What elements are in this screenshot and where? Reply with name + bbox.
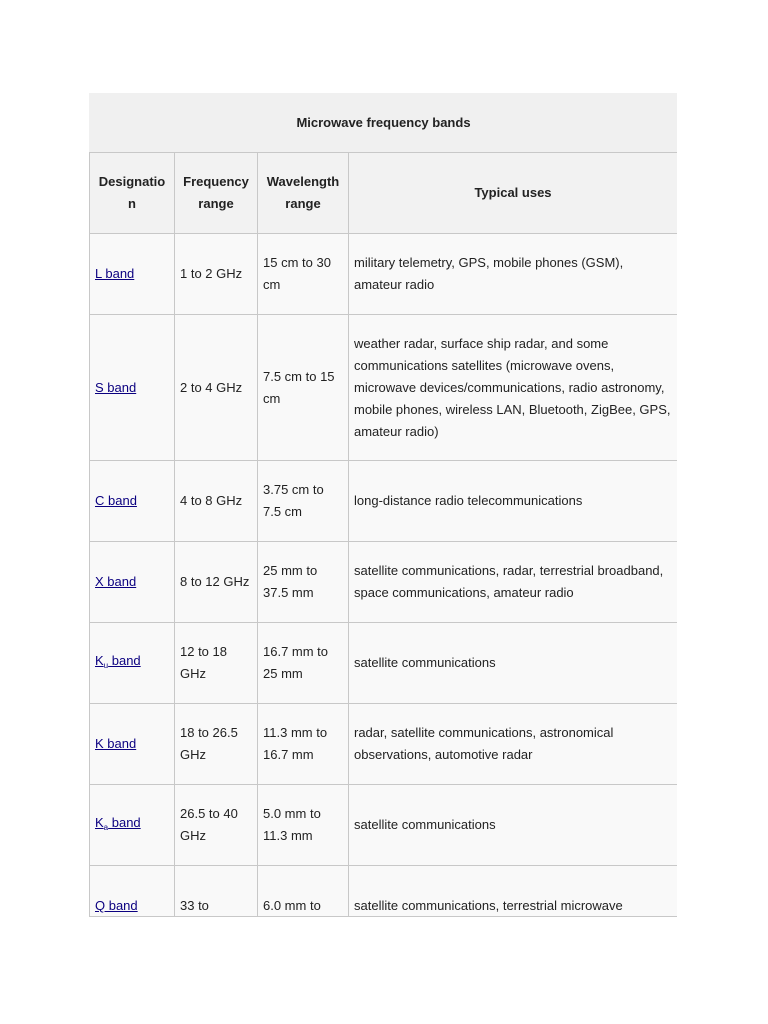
uses-cell: satellite communications — [349, 785, 678, 866]
uses-cell: military telemetry, GPS, mobile phones (GSM), amateur radio — [349, 234, 678, 315]
band-link-c[interactable]: C band — [95, 493, 137, 508]
designation-cell — [90, 866, 175, 918]
table-row — [90, 315, 678, 461]
wavelength-cell: 25 mm to 37.5 mm — [258, 542, 349, 623]
wavelength-cell: 7.5 cm to 15 cm — [258, 315, 349, 461]
wavelength-cell: 6.0 mm to — [258, 866, 349, 918]
wavelength-cell: 5.0 mm to 11.3 mm — [258, 785, 349, 866]
microwave-bands-table — [89, 93, 677, 917]
designation-cell — [90, 461, 175, 542]
band-subscript: a — [103, 822, 109, 832]
designation-cell — [90, 623, 175, 704]
designation-cell — [90, 785, 175, 866]
band-link-q[interactable]: Q band — [95, 898, 138, 913]
header-frequency: Frequency range — [175, 153, 258, 234]
frequency-cell: 1 to 2 GHz — [175, 234, 258, 315]
frequency-cell: 8 to 12 GHz — [175, 542, 258, 623]
table-row — [90, 866, 678, 918]
table-caption: Microwave frequency bands — [89, 93, 677, 152]
band-link-s[interactable]: S band — [95, 379, 137, 395]
header-designation: Designation — [90, 153, 175, 234]
band-link-l[interactable]: L band — [95, 266, 135, 281]
designation-cell — [90, 704, 175, 785]
band-prefix: K — [95, 652, 104, 668]
uses-cell: satellite communications, terrestrial microwave — [349, 866, 678, 918]
table-frame — [89, 93, 677, 917]
frequency-cell: 26.5 to 40 GHz — [175, 785, 258, 866]
uses-cell: satellite communications — [349, 623, 678, 704]
table-row — [90, 461, 678, 542]
band-link-k[interactable]: K band — [95, 736, 137, 751]
table-row — [90, 704, 678, 785]
header-wavelength: Wavelength range — [258, 153, 349, 234]
frequency-cell: 18 to 26.5 GHz — [175, 704, 258, 785]
uses-cell: weather radar, surface ship radar, and some communications satellites (microwave ovens, microwave devices/communications, radio astronomy, mobile phones, wireless LAN, Bluetooth, ZigBee, GPS, amateur radio) — [349, 315, 678, 461]
wavelength-cell: 3.75 cm to 7.5 cm — [258, 461, 349, 542]
band-suffix: band — [108, 814, 141, 830]
band-subscript: u — [103, 660, 109, 670]
table-row — [90, 785, 678, 866]
band-prefix: K — [95, 814, 104, 830]
designation-cell — [90, 234, 175, 315]
frequency-cell: 2 to 4 GHz — [175, 315, 258, 461]
uses-cell: long-distance radio telecommunications — [349, 461, 678, 542]
table-row — [90, 623, 678, 704]
table-row — [90, 234, 678, 315]
designation-cell — [90, 542, 175, 623]
uses-cell: satellite communications, radar, terrestrial broadband, space communications, amateur radio — [349, 542, 678, 623]
frequency-cell: 12 to 18 GHz — [175, 623, 258, 704]
frequency-cell: 33 to — [175, 866, 258, 918]
band-link-ku[interactable] — [95, 653, 141, 668]
uses-cell: radar, satellite communications, astronomical observations, automotive radar — [349, 704, 678, 785]
wavelength-cell: 16.7 mm to 25 mm — [258, 623, 349, 704]
band-link-ka[interactable] — [95, 815, 141, 830]
wavelength-cell: 11.3 mm to 16.7 mm — [258, 704, 349, 785]
band-suffix: band — [108, 652, 141, 668]
frequency-cell: 4 to 8 GHz — [175, 461, 258, 542]
wavelength-cell: 15 cm to 30 cm — [258, 234, 349, 315]
header-row — [90, 153, 678, 234]
header-uses: Typical uses — [349, 153, 678, 234]
designation-cell — [90, 315, 175, 461]
table-row — [90, 542, 678, 623]
band-link-x[interactable]: X band — [95, 574, 137, 589]
